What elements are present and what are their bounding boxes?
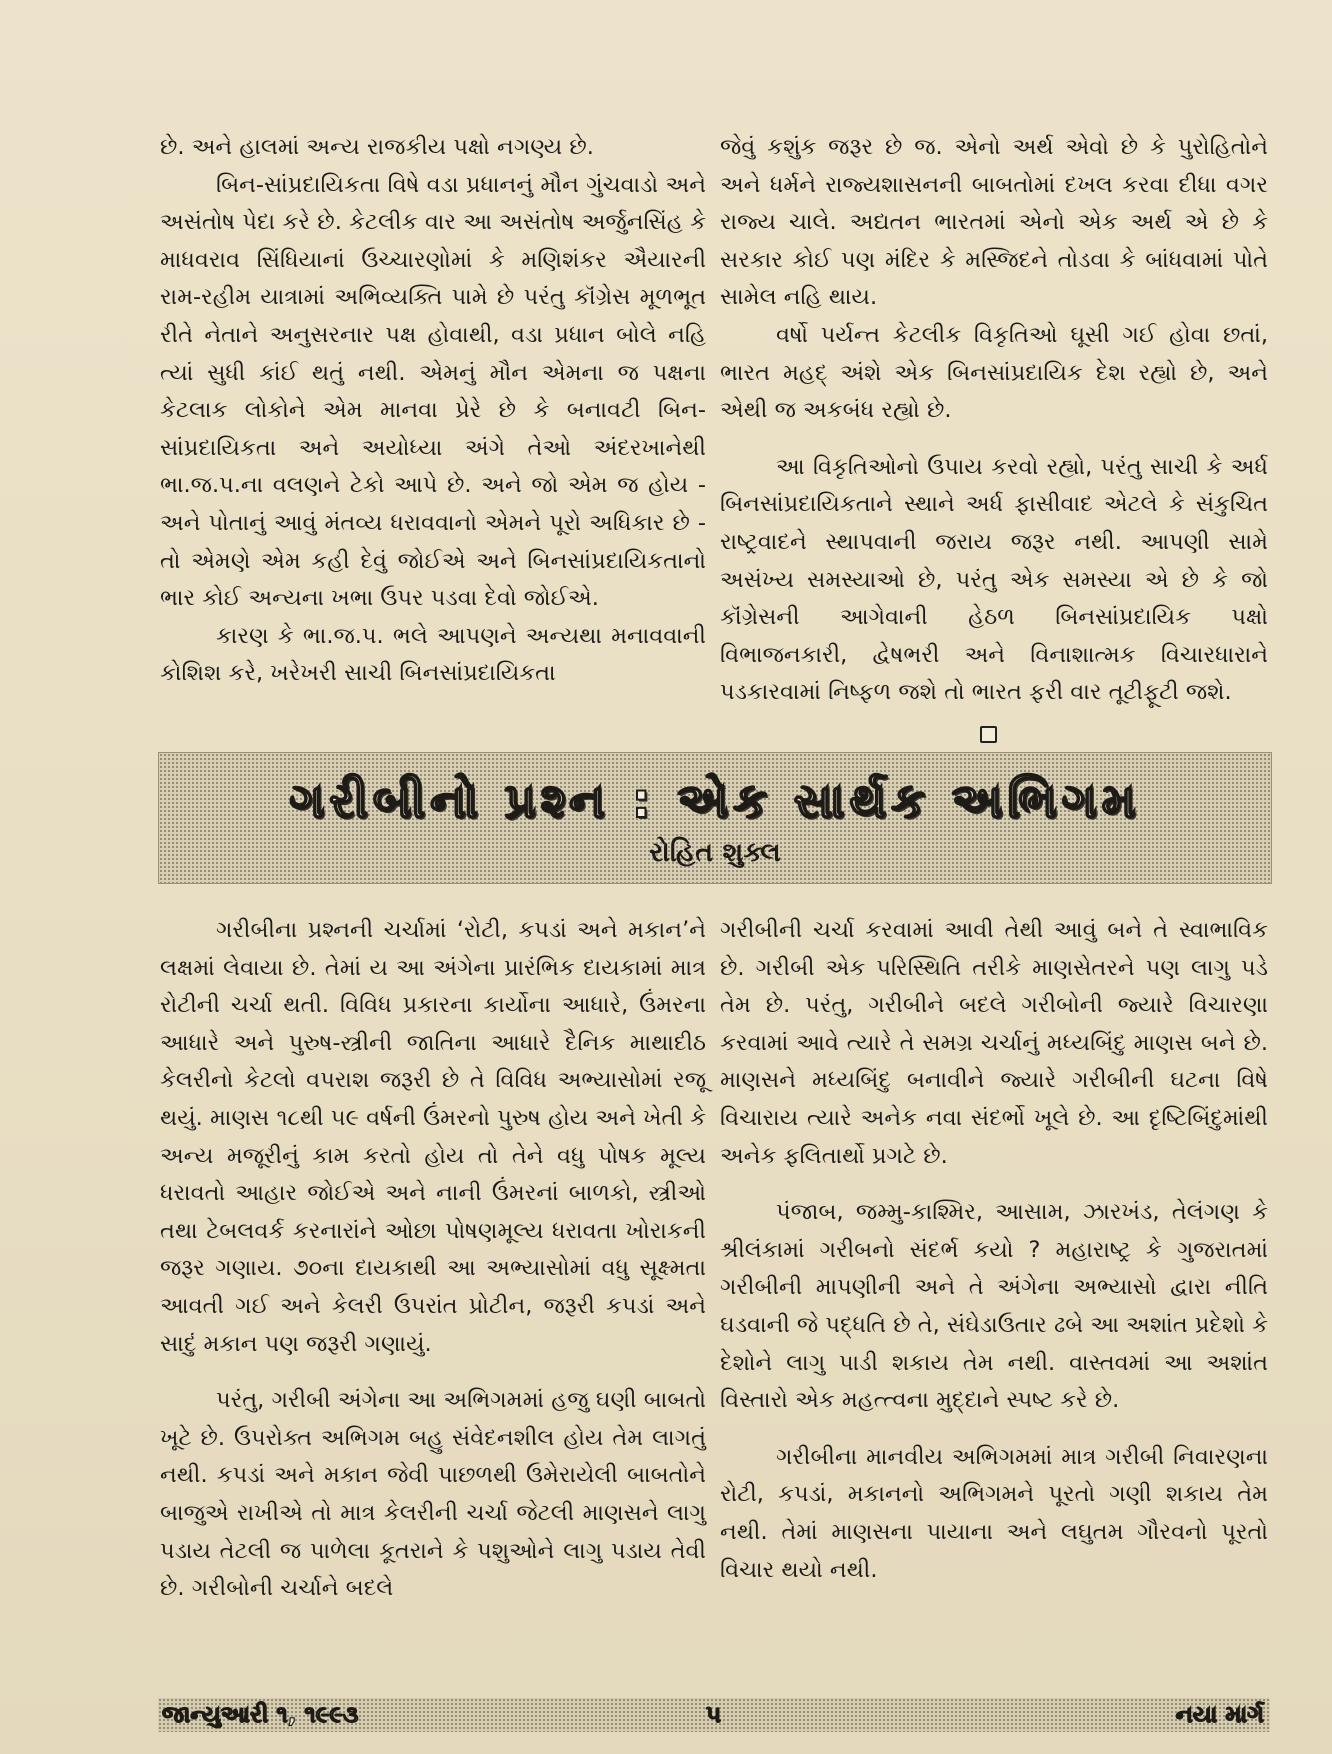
paragraph: કારણ કે ભા.જ.પ. ભલે આપણને અન્યથા મનાવવાની કોશિશ કરે, ખરેખરી સાચી બિનસાંપ્રદાયિકતા	[160, 622, 706, 687]
top-left-column	[160, 129, 706, 693]
paragraph: પંજાબ, જમ્મુ-કાશ્મિર, આસામ, ઝારખંડ, તેલંગણ કે શ્રીલંકામાં ગરીબનો સંદર્ભ કયો ? મહારાષ્ટ્ર કે ગુજરાતમાં ગરીબીની માપણીની અને તે અંગેના અભ્યાસો દ્વારા નીતિ ઘડવાની જે પદ્ધતિ છે તે, સંઘેડાઉતાર ઢબે આ અશાંત પ્રદેશો કે દેશોને લાગુ પાડી શકાય તેમ નથી. વાસ્તવમાં આ અશાંત વિસ્તારો એક મહત્ત્વના મુદ્દાને સ્પષ્ટ કરે છે.	[720, 1199, 1269, 1414]
page-footer	[158, 1698, 1270, 1732]
page-number: ૫	[706, 1702, 722, 1728]
magazine-name: નયા માર્ગ	[1175, 1702, 1264, 1728]
article-end-mark	[980, 726, 997, 743]
footer-date: જાન્યુઆરી ૧, ૧૯૯૩	[162, 1702, 359, 1728]
paragraph: ગરીબીના પ્રશ્નની ચર્ચામાં ‘રોટી, કપડાં અને મકાન’ને લક્ષમાં લેવાયા છે. તેમાં ય આ અંગેના પ્રારંભિક દાયકામાં માત્ર રોટીની ચર્ચા થતી. વિવિધ પ્રકારના કાર્યોના આધારે, ઉંમરના આધારે અને પુરુષ-સ્ત્રીની જાતિના આધારે દૈનિક માથાદીઠ કેલરીનો કેટલો વપરાશ જરૂરી છે તે વિવિધ અભ્યાસોમાં રજૂ થયું. માણસ ૧૮થી ૫૯ વર્ષની ઉંમરનો પુરુષ હોય અને ખેતી કે અન્ય મજૂરીનું કામ કરતો હોય તો તેને વધુ પોષક મૂલ્ય ધરાવતો આહાર જોઈએ અને નાની ઉંમરનાં બાળકો, સ્ત્રીઓ તથા ટેબલવર્ક કરનારાંને ઓછા પોષણમૂલ્ય ધરાવતા ખોરાકની જરૂર ગણાય. ૭૦ના દાયકાથી આ અભ્યાસોમાં વધુ સૂક્ષ્મતા આવતી ગઈ અને કેલરી ઉપરાંત પ્રોટીન, જરૂરી કપડાં અને સાદું મકાન પણ જરૂરી ગણાયું.	[160, 917, 706, 1357]
article-title: ગરીબીનો પ્રશ્ન : એક સાર્થક અભિગમ	[289, 773, 1141, 829]
paragraph: ગરીબીની ચર્ચા કરવામાં આવી તેથી આવું બને તે સ્વાભાવિક છે. ગરીબી એક પરિસ્થિતિ તરીકે માણસેતરને પણ લાગુ પડે તેમ છે. પરંતુ, ગરીબીને બદલે ગરીબોની જ્યારે વિચારણા કરવામાં આવે ત્યારે તે સમગ્ર ચર્ચાનું મધ્યબિંદુ માણસ બને છે. માણસને મધ્યબિંદુ બનાવીને જ્યારે ગરીબીની ઘટના વિષે વિચારાય ત્યારે અનેક નવા સંદર્ભો ખૂલે છે. આ દૃષ્ટિબિંદુમાંથી અનેક ફલિતાર્થો પ્રગટે છે.	[720, 917, 1268, 1169]
article-author: રોહિત શુક્લ	[649, 837, 781, 868]
paragraph: વર્ષો પર્યન્ત કેટલીક વિકૃતિઓ ઘૂસી ગઈ હોવા છતાં, ભારત મહદ્ અંશે એક બિનસાંપ્રદાયિક દેશ રહ્યો છે, અને એથી જ અકબંધ રહ્યો છે.	[720, 321, 1268, 424]
bottom-right-column	[720, 912, 1268, 1589]
paragraph: જેવું કશુંક જરૂર છે જ. એનો અર્થ એવો છે કે પુરોહિતોને અને ધર્મને રાજ્યશાસનની બાબતોમાં દખલ કરવા દીધા વગર રાજ્ય ચાલે. અદ્યતન ભારતમાં એનો એક અર્થ એ છે કે સરકાર કોઈ પણ મંદિર કે મસ્જિદને તોડવા કે બાંધવામાં પોતે સામેલ નહિ થાય.	[720, 134, 1268, 311]
paragraph: બિન-સાંપ્રદાયિકતા વિષે વડા પ્રધાનનું મૌન ગુંચવાડો અને અસંતોષ પેદા કરે છે. કેટલીક વાર આ અસંતોષ અર્જુનસિંહ કે માધવરાવ સિંધિયાનાં ઉચ્ચારણોમાં કે મણિશંકર ઐયારની રામ-રહીમ યાત્રામાં અભિવ્યક્તિ પામે છે પરંતુ કૉંગ્રેસ મૂળભૂત રીતે નેતાને અનુસરનાર પક્ષ હોવાથી, વડા પ્રધાન બોલે નહિ ત્યાં સુધી કાંઈ થતું નથી. એમનું મૌન એમના જ પક્ષના કેટલાક લોકોને એમ માનવા પ્રેરે છે કે બનાવટી બિન-સાંપ્રદાયિકતા અને અયોધ્યા અંગે તેઓ અંદરખાનેથી ભા.જ.પ.ના વલણને ટેકો આપે છે. અને જો એમ જ હોય - અને પોતાનું આવું મંતવ્ય ધરાવવાનો એમને પૂરો અધિકાર છે - તો એમણે એમ કહી દેવું જોઈએ અને બિનસાંપ્રદાયિકતાનો ભાર કોઈ અન્યના ખભા ઉપર પડવા દેવો જોઈએ.	[160, 171, 706, 612]
paragraph: આ વિકૃતિઓનો ઉપાય કરવો રહ્યો, પરંતુ સાચી કે અર્ધ બિનસાંપ્રદાયિકતાને સ્થાને અર્ધ ફાસીવાદ એટલે કે સંકુચિત રાષ્ટ્રવાદને સ્થાપવાની જરાય જરૂર નથી. આપણી સામે અસંખ્ય સમસ્યાઓ છે, પરંતુ એક સમસ્યા એ છે કે જો કૉંગ્રેસની આગેવાની હેઠળ બિનસાંપ્રદાયિક પક્ષો વિભાજનકારી, દ્વેષભરી અને વિનાશાત્મક વિચારધારાને પડકારવામાં નિષ્ફળ જશે તો ભારત ફરી વાર તૂટીફૂટી જશે.	[720, 453, 1268, 706]
paragraph: પરંતુ, ગરીબી અંગેના આ અભિગમમાં હજુ ઘણી બાબતો ખૂટે છે. ઉપરોક્ત અભિગમ બહુ સંવેદનશીલ હોય તેમ લાગતું નથી. કપડાં અને મકાન જેવી પાછળથી ઉમેરાયેલી બાબતોને બાજુએ રાખીએ તો માત્ર કેલરીની ચર્ચા જેટલી માણસને લાગુ પડાય તેટલી જ પાળેલા કૂતરાને કે પશુઓને લાગુ પડાય તેવી છે. ગરીબોની ચર્ચાને બદલે	[160, 1387, 706, 1602]
top-right-column	[720, 129, 1268, 712]
paragraph: છે. અને હાલમાં અન્ય રાજકીય પક્ષો નગણ્ય છે.	[160, 134, 594, 160]
bottom-left-column	[160, 912, 706, 1608]
paragraph: ગરીબીના માનવીય અભિગમમાં માત્ર ગરીબી નિવારણના રોટી, કપડાં, મકાનનો અભિગમને પૂરતો ગણી શકાય તેમ નથી. તેમાં માણસના પાયાના અને લઘુતમ ગૌરવનો પૂરતો વિચાર થયો નથી.	[720, 1443, 1268, 1583]
article-title-banner	[158, 752, 1272, 884]
